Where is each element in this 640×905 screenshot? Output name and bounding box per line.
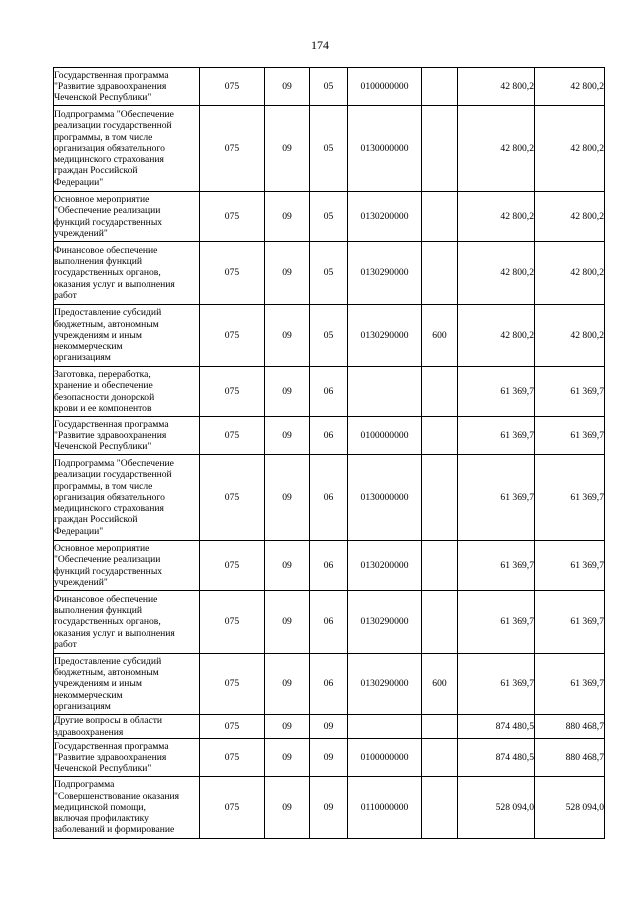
section-code-cell: 09 (265, 106, 310, 192)
expense-type-cell (422, 455, 458, 541)
amount-first-year-cell: 42 800,2 (458, 106, 535, 192)
amount-first-year-cell: 61 369,7 (458, 654, 535, 715)
amount-first-year-cell: 42 800,2 (458, 68, 535, 106)
target-article-cell: 0130200000 (348, 192, 422, 242)
row-name-text: Основное мероприятие "Обеспечение реализации функций государственных учреждений" (54, 194, 163, 239)
target-article-cell: 0100000000 (348, 68, 422, 106)
table-row (54, 739, 605, 777)
table-row (54, 654, 605, 715)
section-code-cell: 09 (265, 591, 310, 654)
target-article-cell: 0110000000 (348, 777, 422, 839)
row-name-cell (54, 68, 200, 106)
budget-table (53, 67, 605, 839)
row-name-cell (54, 455, 200, 541)
target-article-cell: 0100000000 (348, 739, 422, 777)
row-name-cell (54, 715, 200, 739)
table-row (54, 242, 605, 305)
amount-second-year-cell: 42 800,2 (535, 242, 605, 305)
amount-second-year-cell: 528 094,0 (535, 777, 605, 839)
ministry-code-cell: 075 (200, 739, 265, 777)
section-code-cell: 09 (265, 68, 310, 106)
ministry-code-cell: 075 (200, 455, 265, 541)
subsection-code-cell: 05 (310, 305, 348, 367)
row-name-text: Подпрограмма "Обеспечение реализации государственной программы, в том числе организация обязательного медицинского страхования граждан Российской Федерации" (54, 458, 174, 537)
table-row (54, 106, 605, 192)
section-code-cell: 09 (265, 367, 310, 417)
ministry-code-cell: 075 (200, 367, 265, 417)
page-number: 174 (311, 38, 329, 52)
table-row (54, 777, 605, 839)
section-code-cell: 09 (265, 777, 310, 839)
section-code-cell: 09 (265, 455, 310, 541)
row-name-text: Другие вопросы в области здравоохранения (54, 715, 163, 738)
subsection-code-cell: 05 (310, 192, 348, 242)
amount-first-year-cell: 61 369,7 (458, 455, 535, 541)
amount-second-year-cell: 61 369,7 (535, 541, 605, 591)
table-row (54, 591, 605, 654)
subsection-code-cell: 05 (310, 242, 348, 305)
ministry-code-cell: 075 (200, 777, 265, 839)
target-article-cell (348, 367, 422, 417)
amount-first-year-cell: 42 800,2 (458, 192, 535, 242)
subsection-code-cell: 09 (310, 777, 348, 839)
ministry-code-cell: 075 (200, 591, 265, 654)
expense-type-cell (422, 106, 458, 192)
table-row (54, 192, 605, 242)
target-article-cell: 0130000000 (348, 455, 422, 541)
expense-type-cell (422, 367, 458, 417)
ministry-code-cell: 075 (200, 305, 265, 367)
amount-first-year-cell: 528 094,0 (458, 777, 535, 839)
amount-first-year-cell: 42 800,2 (458, 305, 535, 367)
target-article-cell: 0130290000 (348, 654, 422, 715)
amount-second-year-cell: 61 369,7 (535, 455, 605, 541)
subsection-code-cell: 09 (310, 715, 348, 739)
expense-type-cell (422, 541, 458, 591)
row-name-cell (54, 654, 200, 715)
table-row (54, 367, 605, 417)
amount-first-year-cell: 874 480,5 (458, 739, 535, 777)
row-name-cell (54, 591, 200, 654)
expense-type-cell (422, 777, 458, 839)
row-name-cell (54, 192, 200, 242)
row-name-cell (54, 367, 200, 417)
row-name-cell (54, 242, 200, 305)
amount-second-year-cell: 880 468,7 (535, 739, 605, 777)
row-name-text: Государственная программа "Развитие здравоохранения Чеченской Республики" (54, 69, 169, 104)
section-code-cell: 09 (265, 417, 310, 455)
amount-second-year-cell: 61 369,7 (535, 367, 605, 417)
ministry-code-cell: 075 (200, 417, 265, 455)
expense-type-cell (422, 591, 458, 654)
expense-type-cell (422, 739, 458, 777)
target-article-cell: 0130200000 (348, 541, 422, 591)
target-article-cell: 0130290000 (348, 305, 422, 367)
amount-first-year-cell: 874 480,5 (458, 715, 535, 739)
ministry-code-cell: 075 (200, 106, 265, 192)
row-name-text: Государственная программа "Развитие здравоохранения Чеченской Республики" (54, 740, 169, 775)
ministry-code-cell: 075 (200, 654, 265, 715)
row-name-text: Подпрограмма "Обеспечение реализации государственной программы, в том числе организация обязательного медицинского страхования граждан Российской Федерации" (54, 109, 174, 188)
row-name-cell (54, 305, 200, 367)
target-article-cell: 0100000000 (348, 417, 422, 455)
row-name-text: Заготовка, переработка, хранение и обеспечение безопасности донорской крови и ее компонентов (54, 369, 155, 414)
amount-second-year-cell: 61 369,7 (535, 417, 605, 455)
amount-second-year-cell: 42 800,2 (535, 68, 605, 106)
section-code-cell: 09 (265, 192, 310, 242)
table-row (54, 715, 605, 739)
row-name-cell (54, 541, 200, 591)
target-article-cell (348, 715, 422, 739)
amount-second-year-cell: 61 369,7 (535, 591, 605, 654)
row-name-text: Государственная программа "Развитие здравоохранения Чеченской Республики" (54, 418, 169, 453)
row-name-cell (54, 739, 200, 777)
row-name-cell (54, 106, 200, 192)
row-name-text: Финансовое обеспечение выполнения функций государственных органов, оказания услуг и выполнения работ (54, 244, 175, 301)
subsection-code-cell: 06 (310, 455, 348, 541)
row-name-text: Основное мероприятие "Обеспечение реализации функций государственных учреждений" (54, 543, 163, 588)
subsection-code-cell: 05 (310, 68, 348, 106)
amount-first-year-cell: 61 369,7 (458, 591, 535, 654)
amount-second-year-cell: 42 800,2 (535, 305, 605, 367)
amount-first-year-cell: 61 369,7 (458, 367, 535, 417)
subsection-code-cell: 06 (310, 654, 348, 715)
amount-first-year-cell: 61 369,7 (458, 417, 535, 455)
section-code-cell: 09 (265, 242, 310, 305)
amount-second-year-cell: 61 369,7 (535, 654, 605, 715)
target-article-cell: 0130290000 (348, 591, 422, 654)
section-code-cell: 09 (265, 715, 310, 739)
amount-second-year-cell: 42 800,2 (535, 192, 605, 242)
table-row (54, 68, 605, 106)
amount-first-year-cell: 42 800,2 (458, 242, 535, 305)
row-name-cell (54, 777, 200, 839)
ministry-code-cell: 075 (200, 715, 265, 739)
subsection-code-cell: 05 (310, 106, 348, 192)
table-row (54, 541, 605, 591)
table-row (54, 417, 605, 455)
ministry-code-cell: 075 (200, 242, 265, 305)
section-code-cell: 09 (265, 739, 310, 777)
subsection-code-cell: 06 (310, 417, 348, 455)
section-code-cell: 09 (265, 541, 310, 591)
target-article-cell: 0130000000 (348, 106, 422, 192)
ministry-code-cell: 075 (200, 541, 265, 591)
target-article-cell: 0130290000 (348, 242, 422, 305)
expense-type-cell (422, 192, 458, 242)
section-code-cell: 09 (265, 654, 310, 715)
row-name-text: Предоставление субсидий бюджетным, автономным учреждениям и иным некоммерческим организациям (54, 655, 162, 712)
row-name-cell (54, 417, 200, 455)
row-name-text: Финансовое обеспечение выполнения функций государственных органов, оказания услуг и выполнения работ (54, 593, 175, 650)
table-row (54, 305, 605, 367)
subsection-code-cell: 09 (310, 739, 348, 777)
amount-second-year-cell: 42 800,2 (535, 106, 605, 192)
expense-type-cell (422, 242, 458, 305)
subsection-code-cell: 06 (310, 591, 348, 654)
section-code-cell: 09 (265, 305, 310, 367)
amount-second-year-cell: 880 468,7 (535, 715, 605, 739)
expense-type-cell (422, 417, 458, 455)
expense-type-cell (422, 715, 458, 739)
ministry-code-cell: 075 (200, 68, 265, 106)
subsection-code-cell: 06 (310, 541, 348, 591)
subsection-code-cell: 06 (310, 367, 348, 417)
ministry-code-cell: 075 (200, 192, 265, 242)
row-name-text: Предоставление субсидий бюджетным, автономным учреждениям и иным некоммерческим организациям (54, 307, 162, 364)
amount-first-year-cell: 61 369,7 (458, 541, 535, 591)
expense-type-cell: 600 (422, 305, 458, 367)
expense-type-cell (422, 68, 458, 106)
table-row (54, 455, 605, 541)
row-name-text: Подпрограмма "Совершенствование оказания медицинской помощи, включая профилактику заболеваний и формирование (54, 779, 180, 836)
expense-type-cell: 600 (422, 654, 458, 715)
